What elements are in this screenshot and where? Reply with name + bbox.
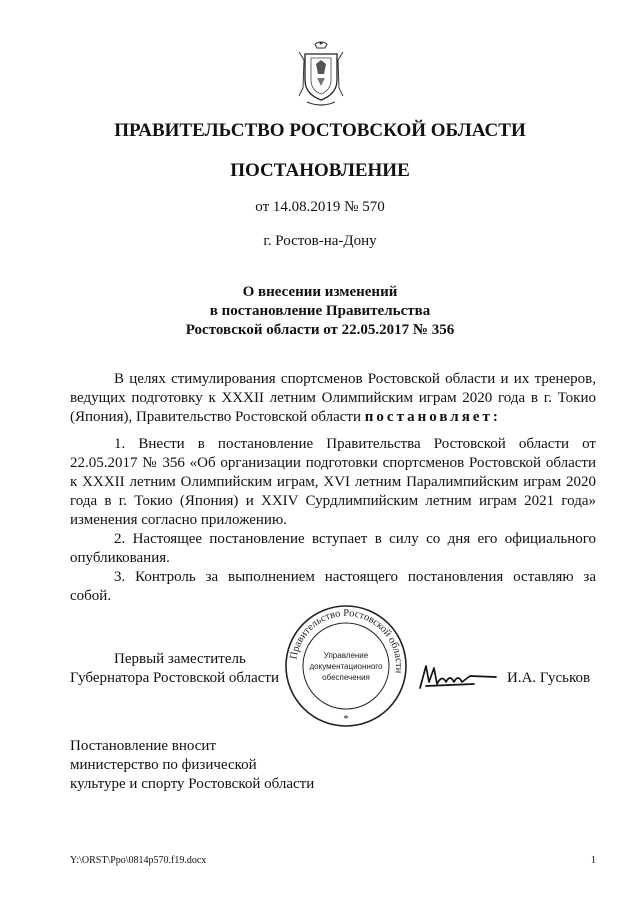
file-path: Y:\ORST\Ppo\0814p570.f19.docx — [70, 855, 207, 866]
submitted-by-line: Постановление вносит — [70, 738, 217, 754]
signatory-position-line: Губернатора Ростовской области — [70, 670, 280, 686]
document-type: ПОСТАНОВЛЕНИЕ — [230, 160, 410, 181]
submitted-by-note — [70, 737, 314, 794]
submitted-by-line: министерство по физической — [70, 757, 257, 773]
document-subject — [0, 283, 640, 340]
official-stamp — [282, 602, 410, 730]
handwritten-signature-icon — [416, 662, 500, 692]
preamble-text: В целях стимулирования спортсменов Ростовской области и их тренеров, ведущих подготовку к XXXII летним Олимпийским играм 2020 года в г. Токио (Япония), Правительство Ростовской области — [70, 371, 596, 425]
page-number: 1 — [591, 855, 596, 866]
stamp-inner-text: Управление — [323, 651, 369, 660]
submitted-by-line: культуре и спорту Ростовской области — [70, 776, 315, 792]
subject-line: О внесении изменений — [242, 284, 398, 300]
decree-item: 2. Настоящее постановление вступает в силу со дня его официального опубликования. — [70, 531, 596, 566]
signatory-position-line: Первый заместитель — [114, 651, 246, 667]
stamp-outer-text: Правительство Ростовской области — [288, 607, 405, 674]
subject-line: Ростовской области от 22.05.2017 № 356 — [185, 322, 455, 338]
decree-item: 3. Контроль за выполнением настоящего постановления оставляю за собой. — [70, 569, 596, 604]
preamble-paragraph — [70, 370, 596, 427]
document-city: г. Ростов-на-Дону — [263, 233, 377, 249]
decree-items — [70, 435, 596, 606]
subject-line: в постановление Правительства — [209, 303, 431, 319]
stamp-inner-text: обеспечения — [322, 673, 370, 682]
coat-of-arms-icon — [295, 40, 347, 110]
decree-word: постановляет: — [364, 409, 501, 425]
signatory-name: И.А. Гуськов — [507, 670, 591, 686]
document-date-number: от 14.08.2019 № 570 — [255, 199, 385, 215]
stamp-star: * — [343, 713, 349, 725]
org-title: ПРАВИТЕЛЬСТВО РОСТОВСКОЙ ОБЛАСТИ — [114, 120, 526, 141]
signatory-position — [70, 650, 279, 688]
stamp-inner-text: документационного — [309, 662, 383, 671]
decree-item: 1. Внести в постановление Правительства Ростовской области от 22.05.2017 № 356 «Об организации подготовки спортсменов Ростовской области к XXXII летним Олимпийским играм, XVI летним Паралимпийским играм 2020 года в г. Токио (Япония) и XXIV Сурдлимпийским летним играм 2021 года» изменения согласно приложению. — [70, 436, 596, 528]
